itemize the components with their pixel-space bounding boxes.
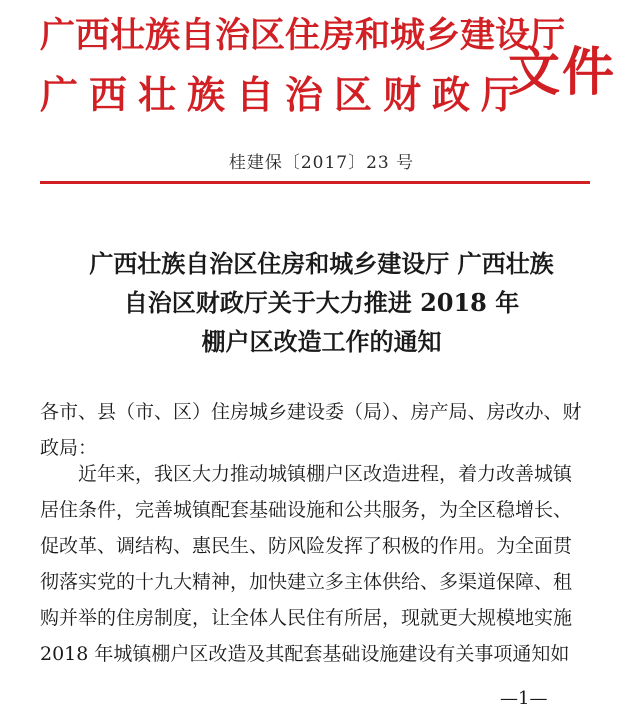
title-line: 棚户区改造工作的通知 xyxy=(201,327,442,356)
addressee-line: 各市、县（市、区）住房城乡建设委（局）、房产局、房改办、财 xyxy=(40,401,582,423)
paragraph-line: 购并举的住房制度，让全体人民住有所居，现就更大规模地实施 xyxy=(40,607,573,629)
paragraph-line: 近年来，我区大力推动城镇棚户区改造进程，着力改善城镇 xyxy=(78,463,573,485)
document-header-suffix: 文件 xyxy=(508,42,617,103)
issuer-line-finance-department: 广西壮族自治区财政厅 xyxy=(40,72,531,117)
page-number: —1— xyxy=(500,688,548,709)
body-paragraph xyxy=(40,456,600,672)
document-number: 桂建保〔2017〕23 号 xyxy=(228,153,415,173)
document-title xyxy=(20,244,623,361)
red-divider-rule xyxy=(40,181,590,184)
paragraph-line: 2018 年城镇棚户区改造及其配套基础设施建设有关事项通知如 xyxy=(40,643,570,665)
paragraph-line: 彻落实党的十九大精神，加快建立多主体供给、多渠道保障、租 xyxy=(40,571,573,593)
title-line: 广西壮族自治区住房和城乡建设厅 广西壮族 xyxy=(89,249,554,278)
addressee-line: 政局： xyxy=(40,437,98,459)
title-line: 自治区财政厅关于大力推进 2018 年 xyxy=(123,288,520,317)
issuer-line-housing-department: 广西壮族自治区住房和城乡建设厅 xyxy=(40,15,566,56)
paragraph-line: 居住条件，完善城镇配套基础设施和公共服务，为全区稳增长、 xyxy=(40,499,573,521)
paragraph-line: 促改革、调结构、惠民生、防风险发挥了积极的作用。为全面贯 xyxy=(40,535,573,557)
